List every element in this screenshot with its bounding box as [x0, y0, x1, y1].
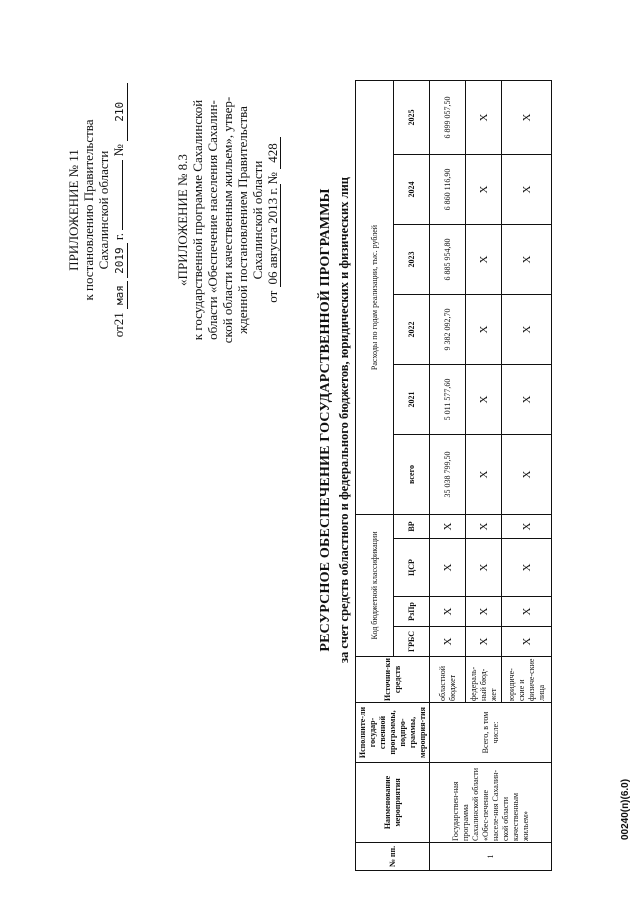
- source-cell: юридиче-ские и физиче-ские лица: [502, 657, 552, 703]
- header-vr: ВР: [394, 515, 430, 539]
- resource-table: [355, 80, 552, 871]
- y2024-cell: 6 860 116,90: [430, 155, 466, 225]
- y2022-cell: Х: [502, 295, 552, 365]
- prior-date-line: [265, 30, 280, 410]
- header-total: всего: [394, 435, 430, 515]
- rzpr-cell: Х: [502, 597, 552, 627]
- prior-date: 06 августа 2013 г.: [265, 184, 281, 287]
- y2022-cell: 9 382 092,70: [430, 295, 466, 365]
- appendix-header: [66, 35, 128, 385]
- source-cell: федераль-ный бюд-жет: [466, 657, 502, 703]
- prior-line-2: области «Обеспечение населения Сахалин-: [205, 100, 220, 340]
- y2021-cell: Х: [466, 365, 502, 435]
- header-executor: Исполните-ли государ-ственной программы, подпро-граммы, мероприя-тия: [356, 703, 430, 763]
- header-2021: 2021: [394, 365, 430, 435]
- header-code-group: Код бюджетной классификации: [356, 515, 394, 657]
- grbs-cell: Х: [502, 627, 552, 657]
- executor-cell: Всего, в том числе:: [430, 703, 552, 763]
- y2021-cell: Х: [502, 365, 552, 435]
- document-subtitle: за счет средств областного и федерального бюджетов, юридических и физических лиц: [337, 177, 351, 663]
- vr-cell: Х: [466, 515, 502, 539]
- prior-from-label: от: [265, 290, 280, 303]
- total-cell: Х: [502, 435, 552, 515]
- header-2024: 2024: [394, 155, 430, 225]
- y2023-cell: Х: [466, 225, 502, 295]
- appendix-year: 2019: [112, 243, 128, 278]
- header-2025: 2025: [394, 81, 430, 155]
- y2022-cell: Х: [466, 295, 502, 365]
- prior-title: «ПРИЛОЖЕНИЕ № 8.3: [175, 154, 190, 286]
- header-grbs: ГРБС: [394, 627, 430, 657]
- header-expenses-group: Расходы по годам реализации, тыс. рублей: [356, 81, 394, 515]
- prior-appendix-header: [175, 30, 280, 410]
- appendix-from-label: от: [111, 325, 126, 338]
- vr-cell: Х: [430, 515, 466, 539]
- appendix-line-2: Сахалинской области: [96, 150, 111, 270]
- header-csr: ЦСР: [394, 539, 430, 597]
- form-code: 00240(п)(6.0): [620, 778, 631, 840]
- header-2023: 2023: [394, 225, 430, 295]
- total-cell: 35 038 799,50: [430, 435, 466, 515]
- appendix-day: 21: [111, 312, 126, 326]
- vr-cell: Х: [502, 515, 552, 539]
- appendix-title: ПРИЛОЖЕНИЕ № 11: [66, 149, 81, 271]
- appendix-date-line: [111, 35, 128, 385]
- appendix-number: 210: [112, 83, 128, 141]
- appendix-month: мая: [112, 281, 128, 309]
- rzpr-cell: Х: [430, 597, 466, 627]
- program-name: Государствен-ная программа Сахалинской области «Обес-печение населе-ния Сахалин-ской области качественным жильем»: [430, 763, 552, 843]
- header-num: № пп.: [356, 843, 430, 871]
- csr-cell: Х: [430, 539, 466, 597]
- header-name: Наименование мероприятия: [356, 763, 430, 843]
- appendix-blank-line: [122, 160, 123, 230]
- appendix-line-1: к постановлению Правительства: [81, 119, 96, 301]
- document-title: РЕСУРСНОЕ ОБЕСПЕЧЕНИЕ ГОСУДАРСТВЕННОЙ ПРОГРАММЫ: [318, 188, 333, 652]
- source-cell: областной бюджет: [430, 657, 466, 703]
- csr-cell: Х: [502, 539, 552, 597]
- appendix-year-suffix: г.: [111, 232, 126, 241]
- row-number: 1: [430, 843, 552, 871]
- y2021-cell: 5 011 577,60: [430, 365, 466, 435]
- appendix-num-label: №: [111, 144, 126, 157]
- prior-line-4: жденной постановлением Правительства: [235, 106, 250, 334]
- prior-number: 428: [265, 137, 281, 169]
- grbs-cell: Х: [430, 627, 466, 657]
- header-2022: 2022: [394, 295, 430, 365]
- y2025-cell: Х: [466, 81, 502, 155]
- rzpr-cell: Х: [466, 597, 502, 627]
- header-rzpr: РзПр: [394, 597, 430, 627]
- y2024-cell: Х: [466, 155, 502, 225]
- prior-line-1: к государственной программе Сахалинской: [190, 99, 205, 341]
- csr-cell: Х: [466, 539, 502, 597]
- prior-num-label: №: [265, 172, 280, 185]
- header-row-1: [356, 81, 394, 871]
- y2023-cell: 6 885 954,80: [430, 225, 466, 295]
- table-row: [430, 81, 466, 871]
- y2023-cell: Х: [502, 225, 552, 295]
- grbs-cell: Х: [466, 627, 502, 657]
- header-source: Источни-ки средств: [356, 657, 430, 703]
- prior-line-3: ской области качественным жильем», утвер-: [220, 96, 235, 344]
- y2025-cell: Х: [502, 81, 552, 155]
- prior-line-5: Сахалинской области: [250, 160, 265, 280]
- y2025-cell: 6 899 057,50: [430, 81, 466, 155]
- y2024-cell: Х: [502, 155, 552, 225]
- total-cell: Х: [466, 435, 502, 515]
